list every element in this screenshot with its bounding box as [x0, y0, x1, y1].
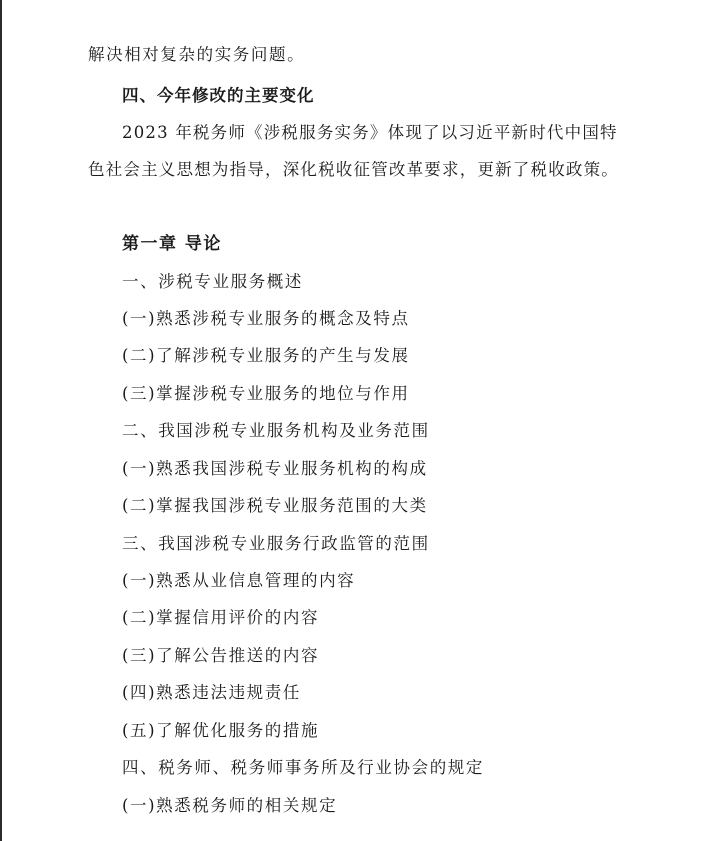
outline-item: (二)掌握我国涉税专业服务范围的大类: [122, 496, 428, 515]
outline-item: (一)熟悉我国涉税专业服务机构的构成: [122, 459, 428, 478]
section-heading: 四、今年修改的主要变化: [122, 86, 315, 105]
outline-item: 二、我国涉税专业服务机构及业务范围: [122, 421, 430, 440]
outline-item: (一)熟悉税务师的相关规定: [122, 796, 338, 815]
outline-item: 三、我国涉税专业服务行政监管的范围: [122, 534, 430, 553]
outline-item: (二)了解涉税专业服务的产生与发展: [122, 346, 410, 365]
outline-item: 四、税务师、税务师事务所及行业协会的规定: [122, 758, 484, 777]
outline-item: (一)熟悉涉税专业服务的概念及特点: [122, 309, 410, 328]
outline-item: (五)了解优化服务的措施: [122, 721, 320, 740]
outline-item: (三)掌握涉税专业服务的地位与作用: [122, 384, 410, 403]
chapter-title: 第一章 导论: [122, 234, 222, 254]
outline-item: (二)掌握信用评价的内容: [122, 608, 320, 627]
intro-continuation: 解决相对复杂的实务问题。: [88, 45, 306, 64]
outline-item: 一、涉税专业服务概述: [122, 272, 303, 291]
page-left-edge: [0, 0, 2, 841]
paragraph-line: 2023 年税务师《涉税服务实务》体现了以习近平新时代中国特: [122, 123, 618, 142]
outline-item: (一)熟悉从业信息管理的内容: [122, 571, 356, 590]
outline-item: (四)熟悉违法违规责任: [122, 683, 301, 702]
paragraph-line: 色社会主义思想为指导，深化税收征管改革要求，更新了税收政策。: [88, 160, 619, 179]
outline-item: (三)了解公告推送的内容: [122, 646, 320, 665]
